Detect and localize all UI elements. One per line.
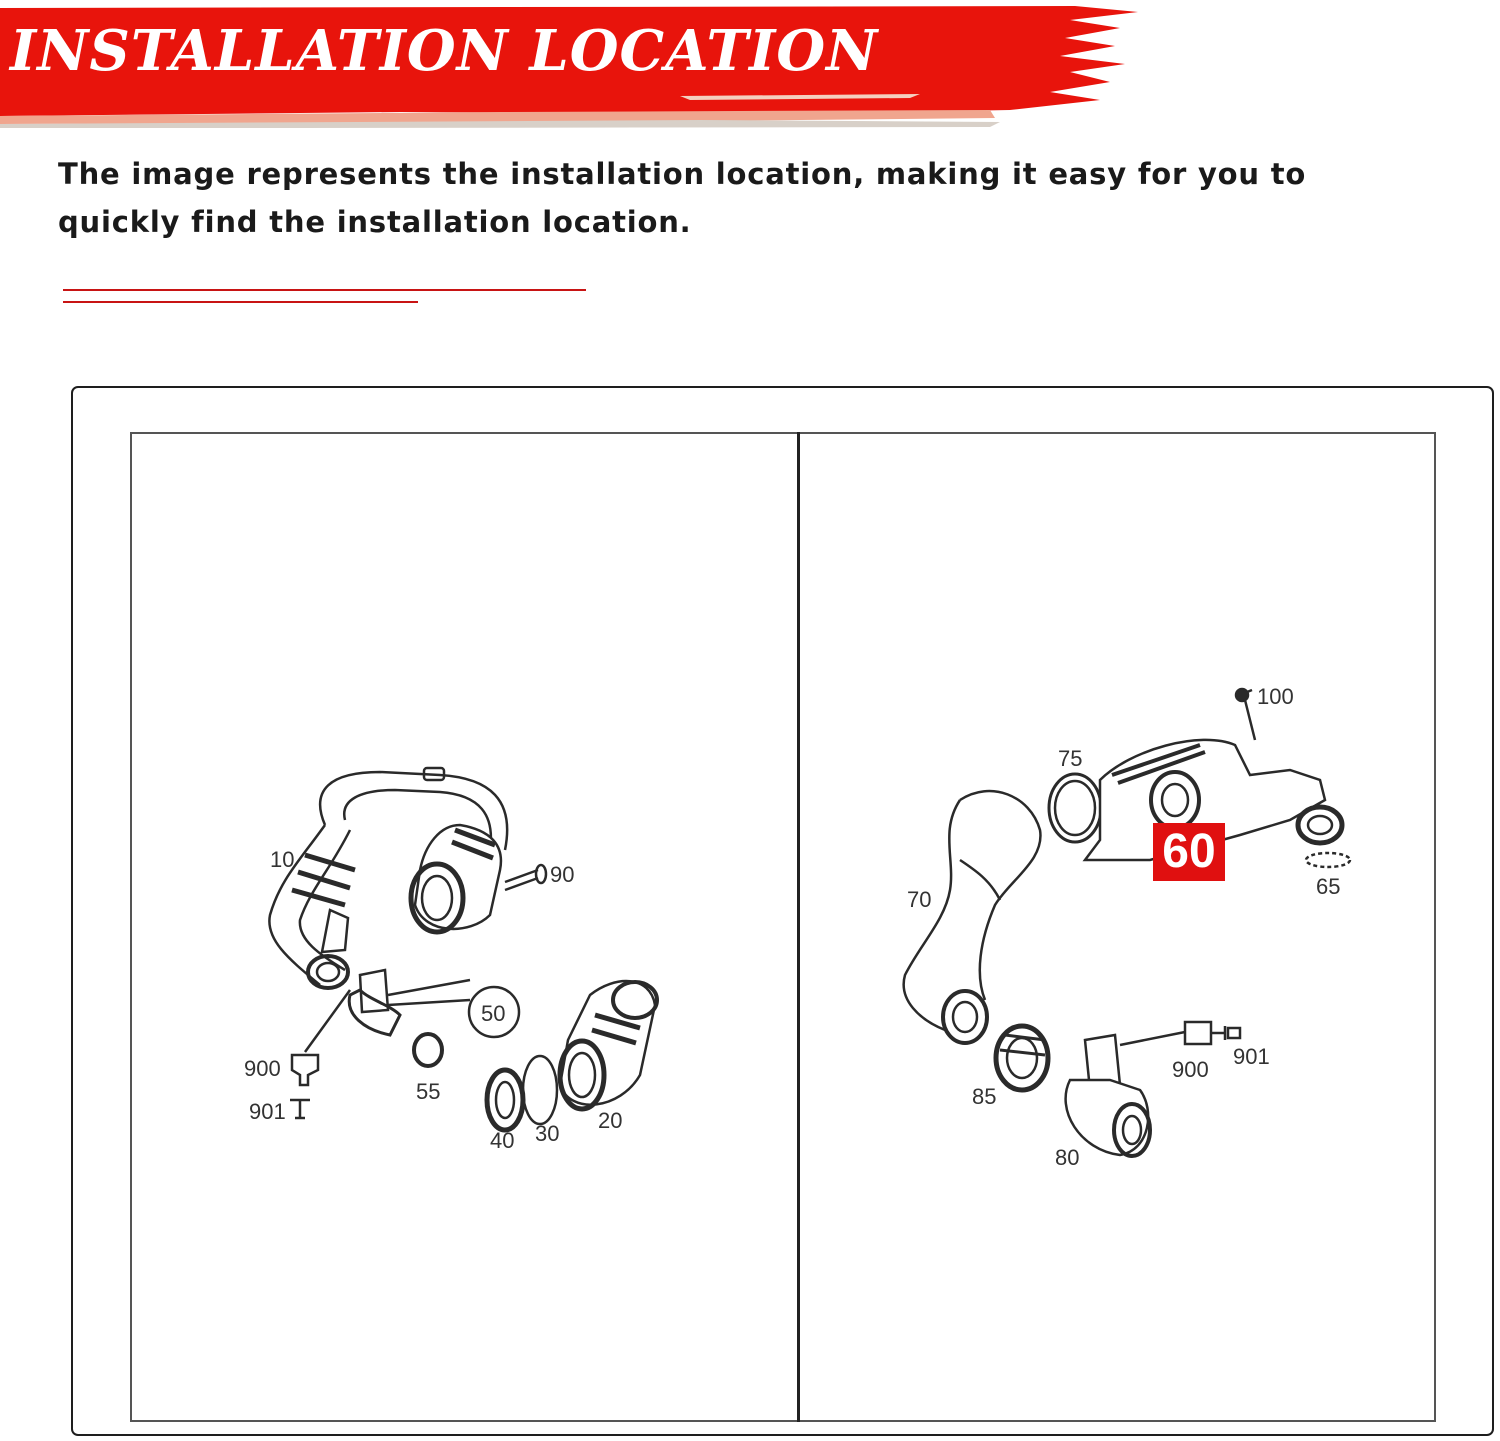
callout-30: 30 xyxy=(535,1121,560,1146)
callout-75: 75 xyxy=(1058,746,1083,771)
intro-text: The image represents the installation location, making it easy for you to quickly find the installation location. xyxy=(58,157,1307,239)
callout-40: 40 xyxy=(490,1128,515,1153)
highlighted-part-label: 60 xyxy=(1162,825,1216,878)
callout-90: 90 xyxy=(550,862,575,887)
page-title: INSTALLATION LOCATION xyxy=(10,18,879,84)
left-parts-drawing xyxy=(269,768,657,1130)
callout-901-left: 901 xyxy=(249,1099,286,1124)
callout-85: 85 xyxy=(972,1084,997,1109)
callout-901-right: 901 xyxy=(1233,1044,1270,1069)
callout-65: 65 xyxy=(1316,874,1341,899)
callout-10: 10 xyxy=(270,847,295,872)
callout-20: 20 xyxy=(598,1108,623,1133)
callout-100: 100 xyxy=(1257,684,1294,709)
callout-70: 70 xyxy=(907,887,932,912)
right-parts-drawing xyxy=(904,689,1350,1156)
callout-55: 55 xyxy=(416,1079,441,1104)
callout-900-right: 900 xyxy=(1172,1057,1209,1082)
callout-80: 80 xyxy=(1055,1145,1080,1170)
callout-50: 50 xyxy=(481,1001,506,1026)
callout-900-left: 900 xyxy=(244,1056,281,1081)
